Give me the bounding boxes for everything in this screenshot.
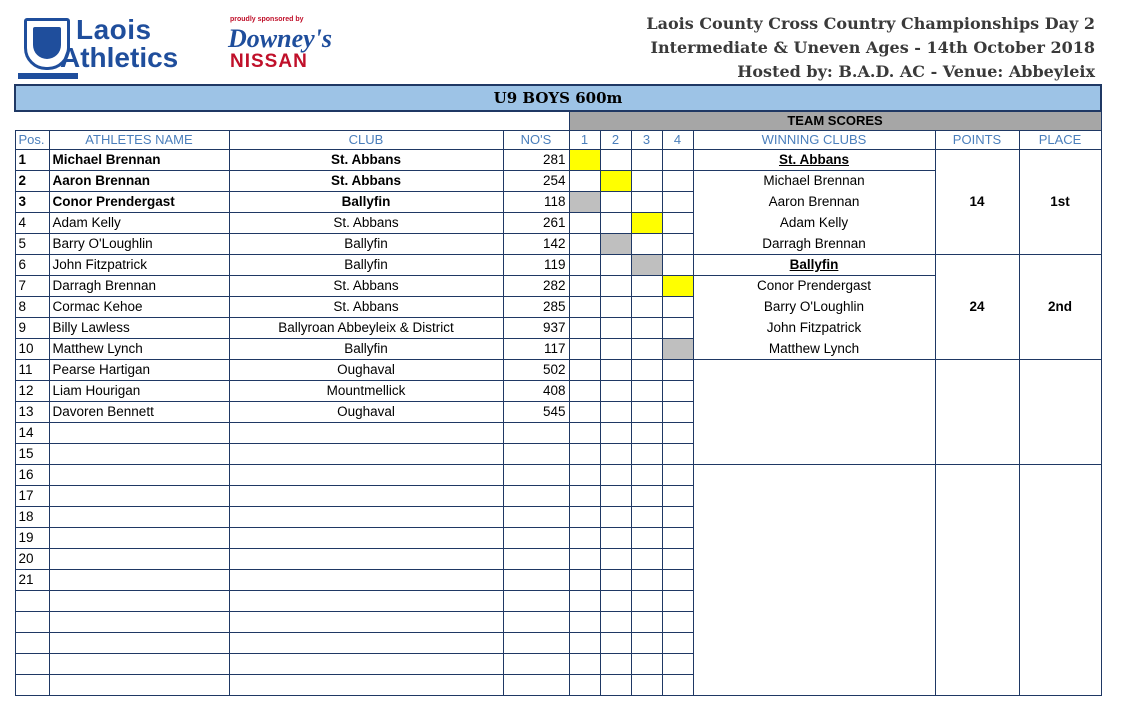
score-cell <box>631 506 662 527</box>
score-marker <box>600 233 631 254</box>
score-cell <box>600 317 631 338</box>
score-cell <box>662 254 693 275</box>
col-3: 3 <box>631 130 662 149</box>
score-cell <box>631 359 662 380</box>
score-cell <box>600 401 631 422</box>
score-cell <box>631 317 662 338</box>
team-1-points: 14 <box>935 149 1019 254</box>
score-cell <box>662 464 693 485</box>
club <box>229 548 503 569</box>
pos: 8 <box>15 296 49 317</box>
athlete-name <box>49 422 229 443</box>
empty-team-cell <box>935 359 1019 464</box>
results-sheet <box>14 84 1100 696</box>
score-cell <box>600 527 631 548</box>
col-place: PLACE <box>1019 130 1101 149</box>
score-cell <box>569 485 600 506</box>
score-cell <box>600 191 631 212</box>
score-cell <box>631 527 662 548</box>
score-cell <box>600 443 631 464</box>
score-cell <box>569 548 600 569</box>
pos: 5 <box>15 233 49 254</box>
pos: 2 <box>15 170 49 191</box>
pos: 12 <box>15 380 49 401</box>
score-cell <box>569 422 600 443</box>
bib-number <box>503 527 569 548</box>
score-cell <box>662 296 693 317</box>
score-cell <box>569 170 600 191</box>
team-2-club: Ballyfin <box>693 254 935 275</box>
bib-number <box>503 506 569 527</box>
score-cell <box>631 191 662 212</box>
athlete-name: Barry O'Loughlin <box>49 233 229 254</box>
score-cell <box>569 527 600 548</box>
score-cell <box>631 380 662 401</box>
team-1-place: 1st <box>1019 149 1101 254</box>
bib-number: 261 <box>503 212 569 233</box>
logo-athletics-text: Athletics <box>60 42 179 73</box>
club <box>229 527 503 548</box>
column-header-row <box>15 130 1101 149</box>
score-cell <box>662 170 693 191</box>
bib-number: 119 <box>503 254 569 275</box>
score-cell <box>662 212 693 233</box>
club: Ballyfin <box>229 233 503 254</box>
score-cell <box>569 296 600 317</box>
logo-underline <box>18 73 78 79</box>
athlete-name: Billy Lawless <box>49 317 229 338</box>
athlete-name <box>49 527 229 548</box>
score-cell <box>569 569 600 590</box>
club: St. Abbans <box>229 296 503 317</box>
score-cell <box>569 380 600 401</box>
club: Mountmellick <box>229 380 503 401</box>
pos: 16 <box>15 464 49 485</box>
club: St. Abbans <box>229 275 503 296</box>
score-cell <box>600 506 631 527</box>
empty-team-cell <box>1019 464 1101 695</box>
pos: 21 <box>15 569 49 590</box>
bib-number: 281 <box>503 149 569 170</box>
col-1: 1 <box>569 130 600 149</box>
bib-number: 408 <box>503 380 569 401</box>
logo-laois-text: Laois <box>76 14 152 45</box>
score-cell <box>662 422 693 443</box>
club: St. Abbans <box>229 212 503 233</box>
club <box>229 506 503 527</box>
athlete-name: Davoren Bennett <box>49 401 229 422</box>
athlete-name <box>49 485 229 506</box>
pos: 10 <box>15 338 49 359</box>
score-cell <box>631 548 662 569</box>
bib-number: 254 <box>503 170 569 191</box>
score-cell <box>631 338 662 359</box>
score-cell <box>600 548 631 569</box>
col-club: CLUB <box>229 130 503 149</box>
pos: 3 <box>15 191 49 212</box>
score-cell <box>662 548 693 569</box>
empty-team-cell <box>1019 359 1101 464</box>
score-cell <box>569 359 600 380</box>
score-cell <box>600 359 631 380</box>
score-cell <box>631 485 662 506</box>
score-cell <box>631 149 662 170</box>
score-cell <box>600 464 631 485</box>
score-cell <box>631 296 662 317</box>
team-2-points: 24 <box>935 254 1019 359</box>
score-cell <box>631 233 662 254</box>
score-marker <box>662 338 693 359</box>
pos: 4 <box>15 212 49 233</box>
team-1-member: Aaron Brennan <box>693 191 935 212</box>
athlete-name: Darragh Brennan <box>49 275 229 296</box>
pos: 1 <box>15 149 49 170</box>
score-cell <box>662 485 693 506</box>
col-2: 2 <box>600 130 631 149</box>
pos: 17 <box>15 485 49 506</box>
team-1-club: St. Abbans <box>693 149 935 170</box>
score-cell <box>662 317 693 338</box>
score-cell <box>569 254 600 275</box>
score-cell <box>662 401 693 422</box>
bib-number: 118 <box>503 191 569 212</box>
score-cell <box>631 464 662 485</box>
athlete-name: Pearse Hartigan <box>49 359 229 380</box>
score-cell <box>600 569 631 590</box>
spacer <box>15 111 569 130</box>
score-marker <box>662 275 693 296</box>
club <box>229 569 503 590</box>
score-cell <box>631 401 662 422</box>
pos: 15 <box>15 443 49 464</box>
team-2-member: John Fitzpatrick <box>693 317 935 338</box>
col-name: ATHLETES NAME <box>49 130 229 149</box>
pos: 6 <box>15 254 49 275</box>
title-line-2: Intermediate & Uneven Ages - 14th October 2018 <box>650 38 1095 57</box>
race-title: U9 BOYS 600m <box>15 85 1101 111</box>
club <box>229 464 503 485</box>
score-cell <box>569 275 600 296</box>
score-cell <box>600 149 631 170</box>
pos: 14 <box>15 422 49 443</box>
empty-row <box>15 464 1101 485</box>
club: Ballyfin <box>229 254 503 275</box>
club: Ballyroan Abbeyleix & District <box>229 317 503 338</box>
athlete-name <box>49 464 229 485</box>
bib-number <box>503 548 569 569</box>
score-cell <box>662 569 693 590</box>
title-line-1: Laois County Cross Country Championships Day 2 <box>646 14 1095 33</box>
score-cell <box>631 443 662 464</box>
team-2-place: 2nd <box>1019 254 1101 359</box>
sponsor-name: Downey's <box>228 24 332 53</box>
bib-number <box>503 422 569 443</box>
col-winning-clubs: WINNING CLUBS <box>693 130 935 149</box>
athlete-name: Aaron Brennan <box>49 170 229 191</box>
result-row <box>15 149 1101 170</box>
bib-number <box>503 464 569 485</box>
bib-number <box>503 569 569 590</box>
score-cell <box>569 233 600 254</box>
race-banner-row <box>15 85 1101 111</box>
club <box>229 422 503 443</box>
club: Oughaval <box>229 359 503 380</box>
score-cell <box>662 506 693 527</box>
club: St. Abbans <box>229 170 503 191</box>
athlete-name: Adam Kelly <box>49 212 229 233</box>
athlete-name <box>49 548 229 569</box>
pos: 20 <box>15 548 49 569</box>
laois-athletics-logo <box>18 14 338 76</box>
results-table <box>14 84 1102 696</box>
score-cell <box>600 422 631 443</box>
score-cell <box>631 275 662 296</box>
score-cell <box>662 380 693 401</box>
team-scores-label: TEAM SCORES <box>569 111 1101 130</box>
pos: 19 <box>15 527 49 548</box>
bib-number <box>503 485 569 506</box>
team-1-member: Michael Brennan <box>693 170 935 191</box>
score-marker <box>631 254 662 275</box>
athlete-name: Liam Hourigan <box>49 380 229 401</box>
score-cell <box>569 401 600 422</box>
team-2-member: Conor Prendergast <box>693 275 935 296</box>
score-cell <box>631 569 662 590</box>
pos: 11 <box>15 359 49 380</box>
score-cell <box>662 191 693 212</box>
score-cell <box>662 443 693 464</box>
bib-number <box>503 443 569 464</box>
score-cell <box>600 338 631 359</box>
pos: 18 <box>15 506 49 527</box>
athlete-name: Matthew Lynch <box>49 338 229 359</box>
sponsor-tagline: proudly sponsored by <box>230 16 304 23</box>
score-marker <box>631 212 662 233</box>
title-line-3: Hosted by: B.A.D. AC - Venue: Abbeyleix <box>737 62 1095 81</box>
bib-number: 937 <box>503 317 569 338</box>
bib-number: 502 <box>503 359 569 380</box>
score-marker <box>569 191 600 212</box>
pos: 7 <box>15 275 49 296</box>
col-no: NO'S <box>503 130 569 149</box>
bib-number: 545 <box>503 401 569 422</box>
score-cell <box>600 485 631 506</box>
athlete-name: Conor Prendergast <box>49 191 229 212</box>
score-cell <box>631 422 662 443</box>
club: St. Abbans <box>229 149 503 170</box>
score-cell <box>569 443 600 464</box>
score-cell <box>569 338 600 359</box>
team-2-member: Barry O'Loughlin <box>693 296 935 317</box>
athlete-name <box>49 569 229 590</box>
col-points: POINTS <box>935 130 1019 149</box>
score-cell <box>662 527 693 548</box>
bib-number: 285 <box>503 296 569 317</box>
athlete-name: Michael Brennan <box>49 149 229 170</box>
score-cell <box>662 233 693 254</box>
club: Ballyfin <box>229 338 503 359</box>
result-row <box>15 359 1101 380</box>
athlete-name: Cormac Kehoe <box>49 296 229 317</box>
score-cell <box>600 212 631 233</box>
club: Oughaval <box>229 401 503 422</box>
score-cell <box>631 170 662 191</box>
empty-team-cell <box>693 359 935 464</box>
team-scores-header-row <box>15 111 1101 130</box>
empty-team-cell <box>693 464 935 695</box>
score-cell <box>662 149 693 170</box>
col-4: 4 <box>662 130 693 149</box>
score-cell <box>569 212 600 233</box>
bib-number: 142 <box>503 233 569 254</box>
document-titles <box>646 12 1095 84</box>
result-row <box>15 254 1101 275</box>
bib-number: 117 <box>503 338 569 359</box>
score-cell <box>569 506 600 527</box>
team-1-member: Darragh Brennan <box>693 233 935 254</box>
club <box>229 485 503 506</box>
col-pos: Pos. <box>15 130 49 149</box>
score-cell <box>569 317 600 338</box>
score-marker <box>569 149 600 170</box>
score-cell <box>600 254 631 275</box>
empty-team-cell <box>935 464 1019 695</box>
team-2-member: Matthew Lynch <box>693 338 935 359</box>
score-cell <box>600 296 631 317</box>
bib-number: 282 <box>503 275 569 296</box>
pos: 13 <box>15 401 49 422</box>
score-cell <box>600 380 631 401</box>
pos: 9 <box>15 317 49 338</box>
score-marker <box>600 170 631 191</box>
score-cell <box>662 359 693 380</box>
athlete-name <box>49 443 229 464</box>
score-cell <box>569 464 600 485</box>
team-1-member: Adam Kelly <box>693 212 935 233</box>
club <box>229 443 503 464</box>
sponsor-brand: NISSAN <box>230 51 308 72</box>
athlete-name: John Fitzpatrick <box>49 254 229 275</box>
club: Ballyfin <box>229 191 503 212</box>
athlete-name <box>49 506 229 527</box>
score-cell <box>600 275 631 296</box>
